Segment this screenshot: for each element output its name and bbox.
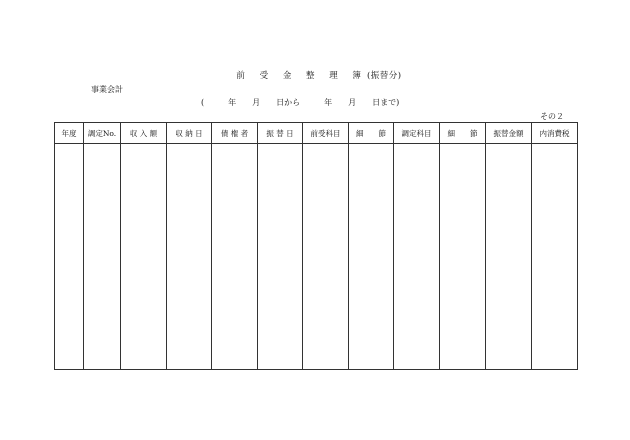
- col-header-creditor: 債 権 者: [212, 123, 258, 144]
- table-cell[interactable]: [167, 144, 212, 370]
- col-header-assessment-account: 調定科目: [394, 123, 440, 144]
- table-cell[interactable]: [532, 144, 578, 370]
- page-label: その２: [540, 112, 564, 121]
- table-cell[interactable]: [55, 144, 84, 370]
- table-cell[interactable]: [349, 144, 394, 370]
- ledger-body-row: [55, 144, 578, 370]
- table-cell[interactable]: [212, 144, 258, 370]
- table-cell[interactable]: [84, 144, 121, 370]
- col-header-advance-account: 前受科目: [303, 123, 349, 144]
- ledger-header-row: [55, 123, 578, 144]
- col-header-revenue-amount: 収 入 額: [121, 123, 167, 144]
- title-suffix: (振替分): [366, 71, 402, 81]
- table-cell[interactable]: [121, 144, 167, 370]
- table-cell[interactable]: [440, 144, 486, 370]
- col-header-sub-item-2: 細 節: [440, 123, 486, 144]
- col-header-assessment-no: 調定No.: [84, 123, 121, 144]
- document-title: [0, 69, 630, 81]
- account-label: 事業会計: [91, 85, 123, 94]
- table-cell[interactable]: [303, 144, 349, 370]
- table-cell[interactable]: [258, 144, 303, 370]
- col-header-sub-item-1: 細 節: [349, 123, 394, 144]
- col-header-consumption-tax: 内消費税: [532, 123, 578, 144]
- col-header-fiscal-year: 年度: [55, 123, 84, 144]
- col-header-transfer-date: 振 替 日: [258, 123, 303, 144]
- title-main: 前 受 金 整 理 簿: [236, 71, 367, 81]
- ledger-table: [54, 122, 578, 370]
- col-header-receipt-date: 収 納 日: [167, 123, 212, 144]
- table-cell[interactable]: [394, 144, 440, 370]
- period-range: ( 年 月 日から 年 月 日まで): [201, 98, 400, 107]
- table-cell[interactable]: [486, 144, 532, 370]
- col-header-transfer-amount: 振替金額: [486, 123, 532, 144]
